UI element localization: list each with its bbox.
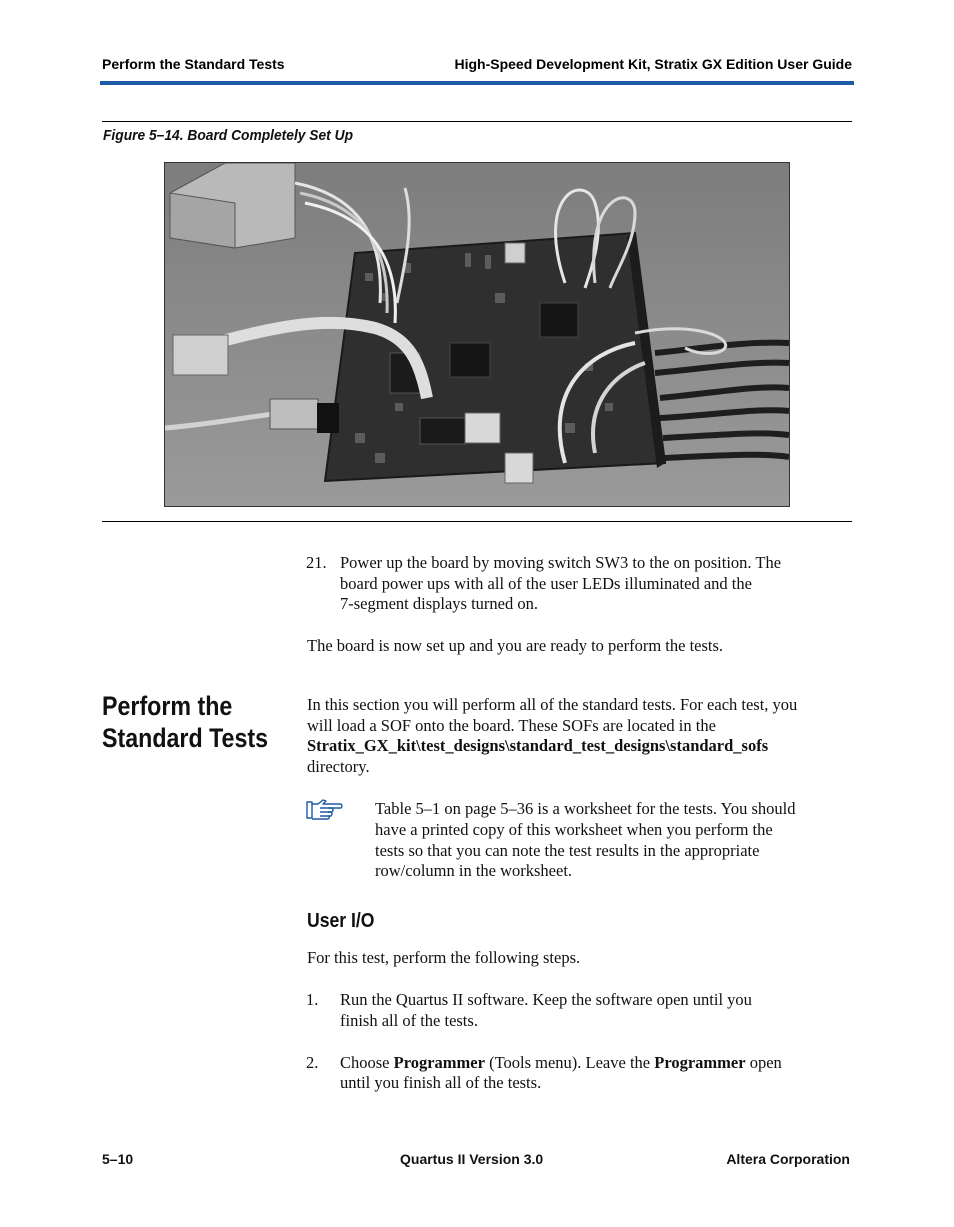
user-io-intro: For this test, perform the following steps. xyxy=(307,948,581,967)
intro-line-1: In this section you will perform all of the standard tests. For each test, you xyxy=(307,695,798,714)
step-2-programmer-1: Programmer xyxy=(393,1053,485,1072)
board-photo xyxy=(164,162,790,507)
figure-top-rule xyxy=(102,121,852,122)
step-2-text-c: (Tools menu). Leave the xyxy=(484,1053,655,1072)
step-21-number: 21. xyxy=(306,553,327,572)
pointing-hand-icon-graphic xyxy=(306,798,344,820)
figure-caption: Figure 5–14. Board Completely Set Up xyxy=(103,127,354,144)
header-rule xyxy=(100,81,854,85)
running-header-section: Perform the Standard Tests xyxy=(102,56,285,72)
footer-company: Altera Corporation xyxy=(726,1151,850,1167)
footer-version: Quartus II Version 3.0 xyxy=(400,1151,544,1167)
step-2-line-1 xyxy=(340,1052,782,1073)
footer-page-number: 5–10 xyxy=(102,1151,134,1167)
ready-paragraph: The board is now set up and you are ready to perform the tests. xyxy=(307,636,724,655)
step-21-line-2: board power ups with all of the user LEDs illuminated and the xyxy=(340,574,752,593)
figure-bottom-rule xyxy=(102,521,852,522)
note-line-1: Table 5–1 on page 5–36 is a worksheet for the tests. You should xyxy=(375,799,796,818)
intro-sof-path: Stratix_GX_kit\test_designs\standard_test_designs\standard_sofs xyxy=(307,736,769,755)
step-2-programmer-2: Programmer xyxy=(654,1053,746,1072)
step-2-line-2: until you finish all of the tests. xyxy=(340,1073,542,1092)
step-21-line-1: Power up the board by moving switch SW3 to the on position. The xyxy=(340,553,782,572)
step-2-text-e: open xyxy=(745,1053,782,1072)
step-21-line-3: 7-segment displays turned on. xyxy=(340,594,538,613)
note-line-4: row/column in the worksheet. xyxy=(375,861,573,880)
step-2-text-a: Choose xyxy=(340,1053,394,1072)
step-2-number: 2. xyxy=(306,1053,319,1072)
section-heading xyxy=(102,690,283,754)
step-1-number: 1. xyxy=(306,990,319,1009)
intro-line-2: will load a SOF onto the board. These SOFs are located in the xyxy=(307,716,716,735)
intro-line-4: directory. xyxy=(307,757,370,776)
step-1-line-2: finish all of the tests. xyxy=(340,1011,478,1030)
pointing-hand-icon xyxy=(306,798,344,820)
note-line-2: have a printed copy of this worksheet when you perform the xyxy=(375,820,773,839)
board-photo-illustration xyxy=(165,163,789,506)
step-1-line-1: Run the Quartus II software. Keep the software open until you xyxy=(340,990,752,1009)
user-io-heading: User I/O xyxy=(307,910,375,932)
section-heading-line-2: Standard Tests xyxy=(102,723,269,753)
running-header-doc-title: High-Speed Development Kit, Stratix GX Edition User Guide xyxy=(454,56,852,72)
note-line-3: tests so that you can note the test results in the appropriate xyxy=(375,841,760,860)
section-heading-line-1: Perform the xyxy=(102,691,233,721)
